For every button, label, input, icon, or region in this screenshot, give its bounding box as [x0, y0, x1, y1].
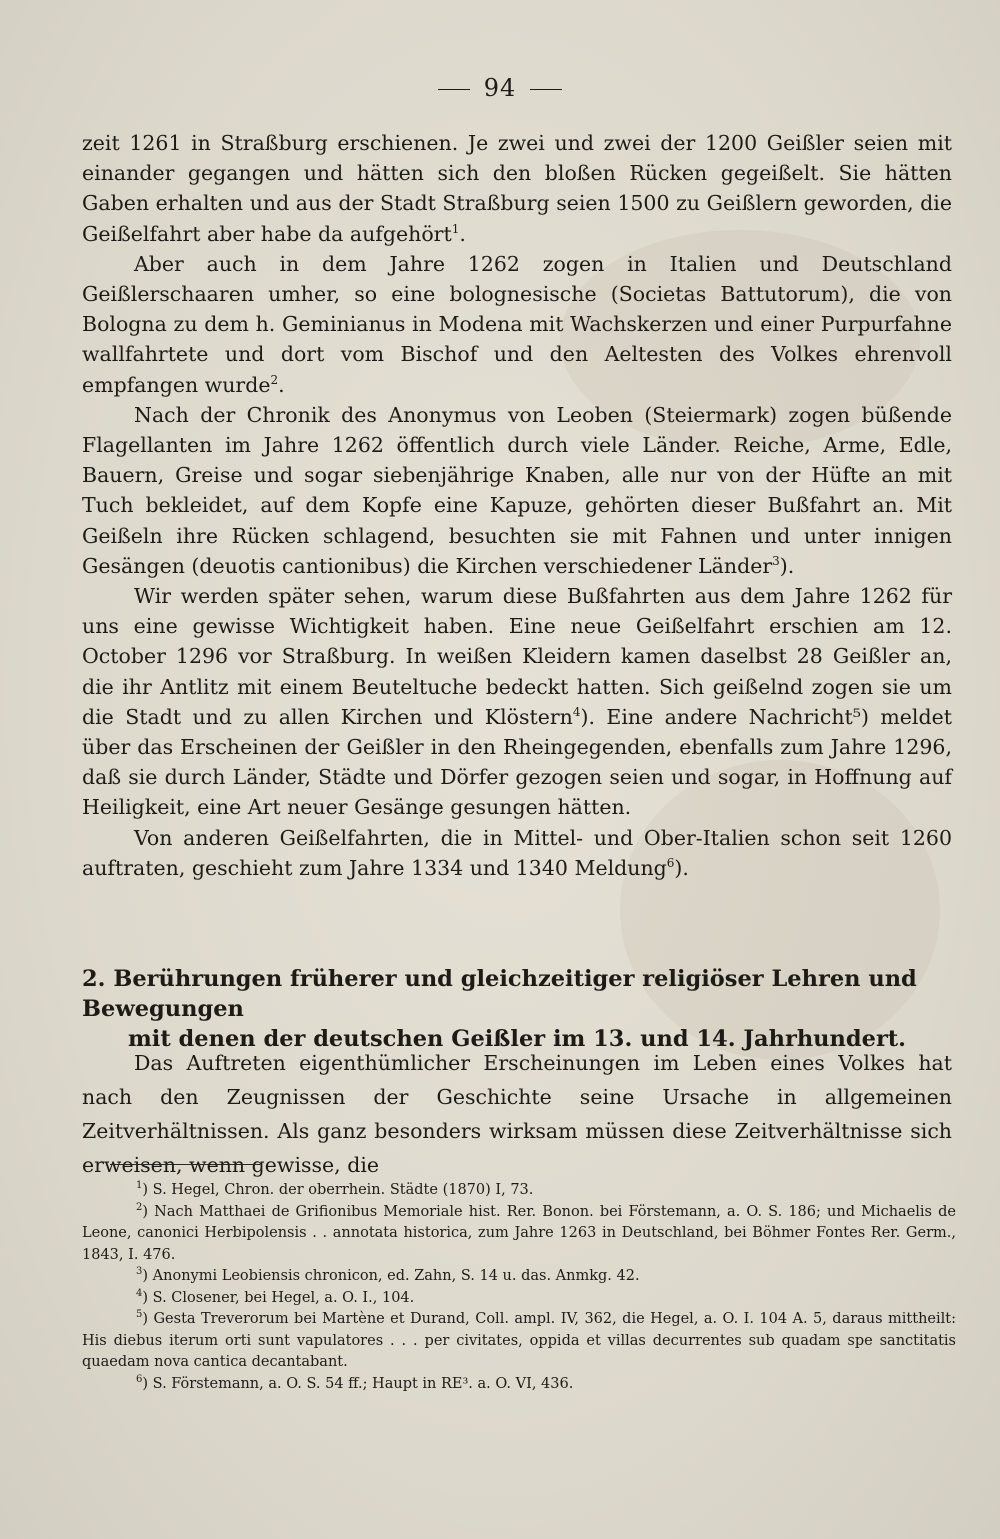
section-heading-line-1: 2. Berührungen früherer und gleichzeitiger religiöser Lehren und Bewegungen	[82, 966, 917, 1022]
footnote-mark: 5	[136, 1309, 143, 1321]
header-dash-left	[438, 89, 470, 90]
footnote-text: S. Hegel, Chron. der oberrhein. Städte (1870) I, 73.	[152, 1182, 534, 1198]
header-dash-right	[530, 89, 562, 90]
footnote-text: Gesta Treverorum bei Martène et Durand, Coll. ampl. IV, 362, die Hegel, a. O. I. 104 A. 5, daraus mittheilt: His diebus iterum orti sunt vapulatores . . . per civitates, oppida et villas decurrentes sub quadam spe sanctitatis quaedam nova cantica decantabant.	[82, 1311, 956, 1370]
paragraph-text: Wir werden später sehen, warum diese Bußfahrten aus dem Jahre 1262 für uns eine gewisse Wichtigkeit haben. Eine neue Geißelfahrt erschien am 12. October 1296 vor Straßburg. In weißen Kleidern kamen daselbst 28 Geißler an, die ihr Antlitz mit einem Beuteltuche bedeckt hatten. Sich geißelnd zogen sie um die Stadt und zu allen Kirchen und Klöstern	[82, 584, 952, 729]
paragraph-text: Von anderen Geißelfahrten, die in Mittel- und Ober-Italien schon seit 1260 auftraten, geschieht zum Jahre 1334 und 1340 Meldung	[82, 825, 952, 880]
paragraph	[82, 823, 952, 883]
footnote-text: S. Förstemann, a. O. S. 54 ff.; Haupt in RE³. a. O. VI, 436.	[152, 1375, 574, 1392]
footnote: $^3$) Anonymi Leobiensis chronicon, ed. Zahn, S. 14 u. das. Anmkg. 42.	[136, 1266, 640, 1284]
footnote-text: S. Closener, bei Hegel, a. O. I., 104.	[152, 1289, 415, 1306]
footnote-mark: 6	[136, 1373, 143, 1385]
footnote-mark: 2	[136, 1201, 143, 1213]
paragraph	[82, 249, 952, 400]
paragraph-tail: .	[459, 221, 466, 246]
paragraph	[82, 581, 952, 823]
footnote-text: Anonymi Leobiensis chronicon, ed. Zahn, S. 14 u. das. Anmkg. 42.	[152, 1268, 640, 1284]
page-header	[0, 74, 1000, 102]
footnote-mark: 1	[136, 1180, 143, 1192]
paragraph-tail: .	[278, 372, 285, 397]
footnote-mark: 4	[136, 1287, 143, 1299]
paragraph-tail: ). Eine andere Nachricht⁵) meldet über das Erscheinen der Geißler in den Rheingegenden, ebenfalls zum Jahre 1296, daß sie durch Länder, Städte und Dörfer gezogen seien und sogar, in Hoffnung auf Heiligkeit, eine Art neuer Gesänge gesungen hätten.	[82, 704, 952, 820]
footnotes	[82, 1180, 956, 1395]
footnote-ref: 1	[451, 221, 460, 236]
footnote-rule	[110, 1164, 260, 1165]
paragraph	[82, 400, 952, 581]
footnote-mark: 3	[136, 1266, 143, 1278]
footnote-ref: 3	[772, 554, 780, 569]
footnote: $^2$) Nach Matthaei de Grifionibus Memoriale hist. Rer. Bonon. bei Förstemann, a. O. S. 186; und Michaelis de Leone, canonici Herbipolensis . . annotata historica, zum Jahre 1263 in Deutschland, bei Böhmer Fontes Rer. Germ., 1843, I. 476.	[82, 1201, 956, 1263]
main-text	[82, 128, 952, 883]
section-heading	[82, 964, 952, 1054]
page-number: 94	[483, 74, 517, 102]
footnote-ref: 4	[572, 705, 581, 720]
paragraph-tail: ).	[779, 553, 795, 578]
footnote-ref: 2	[270, 372, 279, 387]
paragraph-tail: ).	[674, 855, 689, 880]
footnote-text: Nach Matthaei de Grifionibus Memoriale hist. Rer. Bonon. bei Förstemann, a. O. S. 186; und Michaelis de Leone, canonici Herbipolensis . . annotata historica, zum Jahre 1263 in Deutschland, bei Böhmer Fontes Rer. Germ., 1843, I. 476.	[82, 1203, 956, 1263]
paragraph-text: zeit 1261 in Straßburg erschienen. Je zwei und zwei der 1200 Geißler seien mit einander gegangen und hätten sich den bloßen Rücken gegeißelt. Sie hätten Gaben erhalten und aus der Stadt Straßburg seien 1500 zu Geißlern geworden, die Geißelfahrt aber habe da aufgehört	[82, 131, 952, 246]
paragraph	[82, 128, 952, 249]
section-paragraph: Das Auftreten eigenthümlicher Erscheinungen im Leben eines Volkes hat nach den Zeugnissen der Geschichte seine Ursache in allgemeinen Zeitverhältnissen. Als ganz besonders wirksam müssen diese Zeitverhältnisse sich erweisen, wenn gewisse, die	[82, 1051, 952, 1177]
footnote: $^4$) S. Closener, bei Hegel, a. O. I., 104.	[136, 1287, 415, 1306]
section-text	[82, 1046, 952, 1182]
footnote: $^5$) Gesta Treverorum bei Martène et Durand, Coll. ampl. IV, 362, die Hegel, a. O. I. 104 A. 5, daraus mittheilt: His diebus iterum orti sunt vapulatores . . . per civitates, oppida et villas decurrentes sub quadam spe sanctitatis quaedam nova cantica decantabant.	[82, 1309, 956, 1370]
section-heading-line-2: mit denen der deutschen Geißler im 13. und 14. Jahrhundert.	[127, 1026, 907, 1052]
footnote: $^6$) S. Förstemann, a. O. S. 54 ff.; Haupt in RE³. a. O. VI, 436.	[136, 1373, 574, 1392]
footnote: $^1$) S. Hegel, Chron. der oberrhein. Städte (1870) I, 73.	[136, 1180, 534, 1198]
paragraph-text: Nach der Chronik des Anonymus von Leoben (Steiermark) zogen büßende Flagellanten im Jahre 1262 öffentlich durch viele Länder. Reiche, Arme, Edle, Bauern, Greise und sogar siebenjährige Knaben, alle nur von der Hüfte an mit Tuch bekleidet, auf dem Kopfe eine Kapuze, gehörten dieser Bußfahrt an. Mit Geißeln ihre Rücken schlagend, besuchten sie mit Fahnen und unter innigen Gesängen (deuotis cantionibus) die Kirchen verschiedener Länder	[82, 402, 952, 578]
paragraph-text: Aber auch in dem Jahre 1262 zogen in Italien und Deutschland Geißlerschaaren umher, so eine bolognesische (Societas Battutorum), die von Bologna zu dem h. Geminianus in Modena mit Wachskerzen und einer Purpurfahne wallfahrtete und dort vom Bischof und den Aeltesten des Volkes ehrenvoll empfangen wurde	[82, 251, 952, 397]
footnote-ref: 6	[666, 856, 675, 871]
